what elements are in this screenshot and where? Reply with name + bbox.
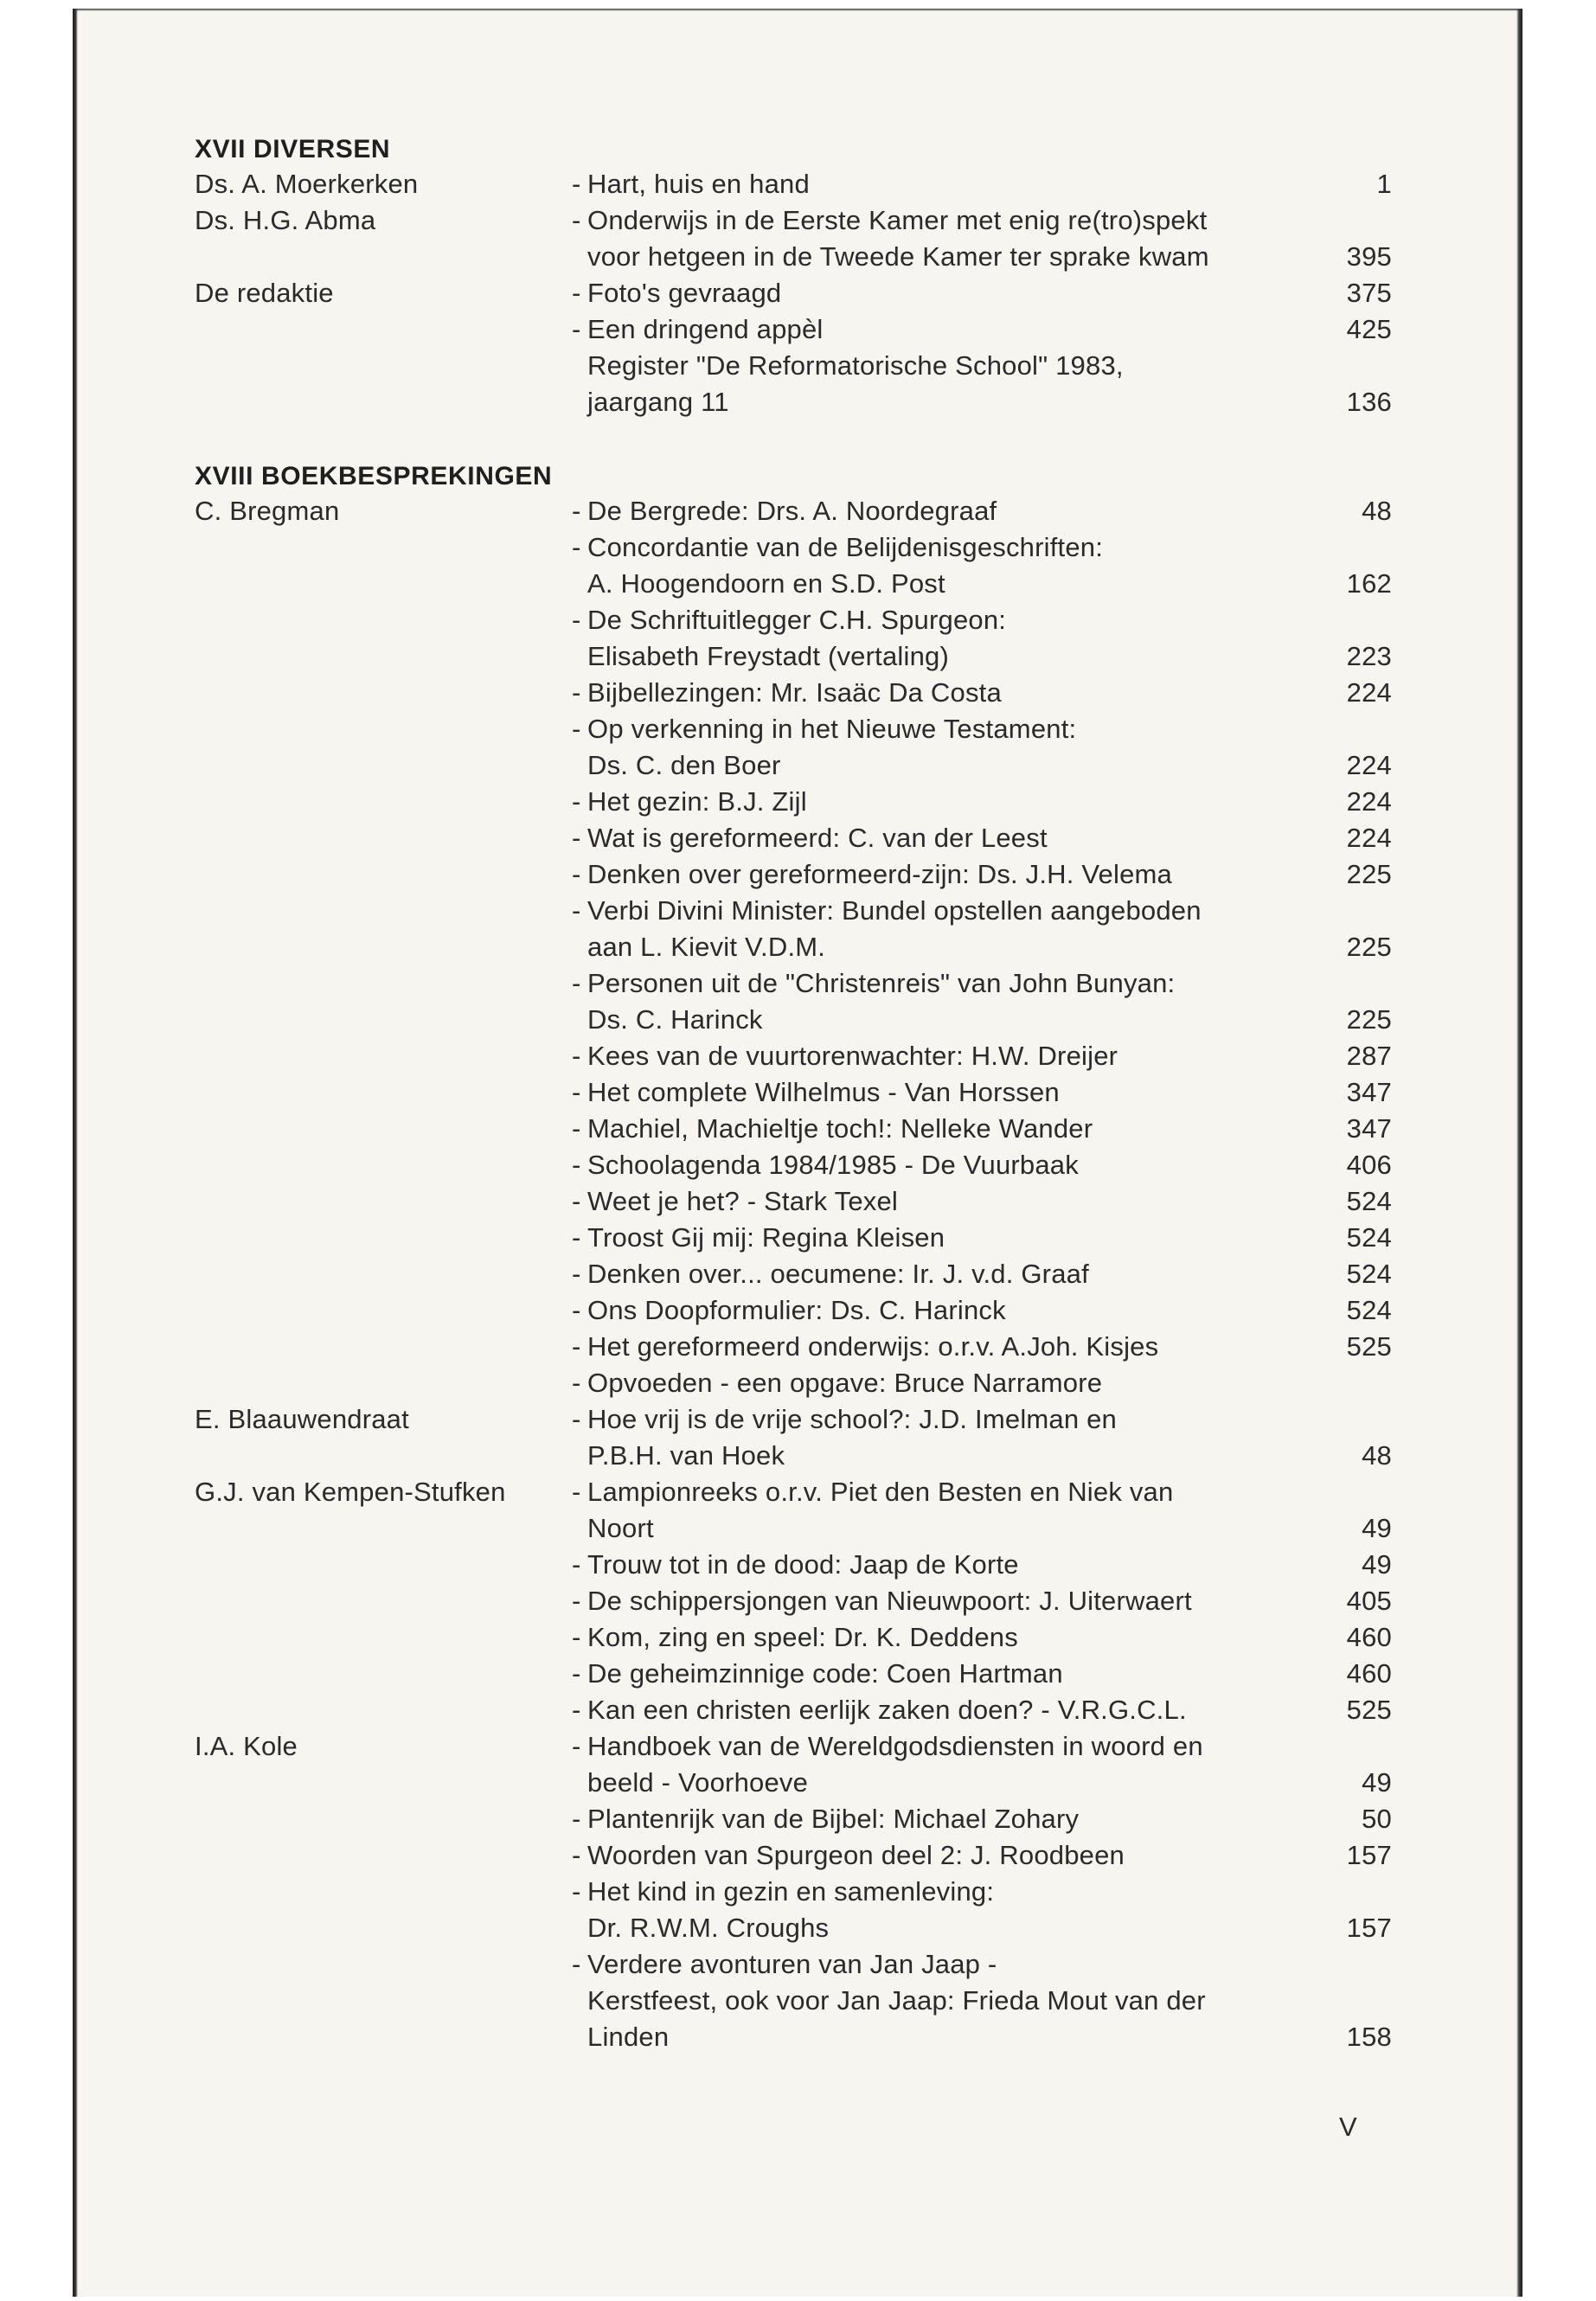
entry-title-text: De Bergrede: Drs. A. Noordegraaf	[587, 496, 997, 526]
page-left-edge	[73, 9, 78, 2297]
entry-title	[572, 820, 1392, 856]
entry-title-text: Elisabeth Freystadt (vertaling)	[587, 641, 949, 671]
entry-title	[572, 1111, 1392, 1147]
entry-title	[572, 1728, 1392, 1801]
index-entry	[195, 784, 1392, 820]
entry-title-line: - Personen uit de "Christenreis" van John Bunyan:	[572, 968, 1176, 998]
entry-title-text: Kerstfeest, ook voor Jan Jaap: Frieda Mout van der	[587, 1985, 1206, 2016]
entry-page-number: 375	[1346, 278, 1392, 308]
index-entry	[195, 1183, 1392, 1220]
index-entry	[195, 1946, 1392, 2055]
index-entry	[195, 1656, 1392, 1692]
entry-page-number: 525	[1346, 1331, 1392, 1362]
entry-title-line: - Kom, zing en speel: Dr. K. Deddens 460	[572, 1619, 1388, 1656]
entry-page-number: 158	[1346, 2022, 1392, 2052]
index-entry	[195, 820, 1392, 856]
entry-page-number: 405	[1346, 1586, 1392, 1616]
entry-title-text: Noort	[587, 1513, 654, 1543]
entry-title-line	[572, 1983, 1388, 2019]
entry-title-line: - Foto's gevraagd 375	[572, 275, 1388, 311]
entry-page-number: 157	[1346, 1913, 1392, 1943]
entry-page-number: 524	[1346, 1259, 1392, 1289]
entry-title	[572, 675, 1392, 711]
index-entry	[195, 348, 1392, 420]
entry-title-line: - Hoe vrij is de vrije school?: J.D. Imelman en	[572, 1404, 1118, 1434]
entry-title	[572, 965, 1392, 1038]
index-entry	[195, 893, 1392, 965]
entry-title-text: aan L. Kievit V.D.M.	[587, 932, 826, 962]
entry-author: E. Blaauwendraat	[195, 1404, 409, 1434]
index-entry	[195, 1147, 1392, 1183]
section-heading: XVII DIVERSEN	[195, 135, 391, 163]
entry-title	[572, 1619, 1392, 1656]
index-entry	[195, 493, 1392, 529]
entry-title-line: - Kan een christen eerlijk zaken doen? - V.R.G.C.L. 525	[572, 1692, 1388, 1728]
entry-page-number: 225	[1346, 1004, 1392, 1035]
index-entry	[195, 1728, 1392, 1801]
index-section	[195, 457, 1392, 2055]
index-entry	[195, 1074, 1392, 1111]
entry-title	[572, 529, 1392, 602]
entry-page-number: 347	[1346, 1113, 1392, 1144]
index-entry	[195, 856, 1392, 893]
entry-page-number: 50	[1362, 1804, 1392, 1834]
entry-title-line	[572, 1765, 1392, 1801]
entry-title-line: - Trouw tot in de dood: Jaap de Korte 49	[572, 1547, 1388, 1583]
entry-title-text: Verbi Divini Minister: Bundel opstellen aangeboden	[587, 895, 1202, 926]
entry-page-number: 162	[1346, 568, 1392, 599]
entry-title	[572, 1365, 1388, 1401]
entry-page-number: 460	[1346, 1658, 1392, 1689]
entry-title-text: Linden	[587, 2022, 670, 2052]
entry-title	[572, 1038, 1392, 1074]
entry-title-text: Troost Gij mij: Regina Kleisen	[587, 1222, 945, 1253]
entry-title	[572, 1256, 1392, 1292]
entry-page-number: 224	[1346, 677, 1392, 708]
entry-title-text: Wat is gereformeerd: C. van der Leest	[587, 823, 1048, 853]
index-entry	[195, 1111, 1392, 1147]
entry-title-line	[572, 1438, 1392, 1474]
entry-title-line: - Plantenrijk van de Bijbel: Michael Zohary 50	[572, 1801, 1388, 1837]
entry-title-text: Onderwijs in de Eerste Kamer met enig re(tro)spekt	[587, 205, 1208, 235]
index-entry	[195, 1292, 1392, 1329]
entry-title-text: Bijbellezingen: Mr. Isaäc Da Costa	[587, 677, 1002, 708]
entry-title-line	[572, 2019, 1392, 2055]
entry-title	[572, 311, 1392, 348]
entry-title-line: - Kees van de vuurtorenwachter: H.W. Dreijer 287	[572, 1038, 1388, 1074]
entry-title	[572, 1874, 1392, 1946]
index-entry	[195, 275, 1392, 311]
index-entry	[195, 1474, 1392, 1547]
entry-title-line: - Het kind in gezin en samenleving:	[572, 1876, 995, 1907]
entry-author: C. Bregman	[195, 496, 340, 526]
entry-title-text: Het kind in gezin en samenleving:	[587, 1876, 995, 1907]
entry-title-line: - Denken over... oecumene: Ir. J. v.d. Graaf 524	[572, 1256, 1388, 1292]
entry-page-number: 425	[1346, 314, 1392, 344]
entry-author: Ds. A. Moerkerken	[195, 169, 419, 199]
entry-page-number: 49	[1362, 1767, 1392, 1798]
entry-title	[572, 602, 1392, 675]
entry-author: De redaktie	[195, 278, 334, 308]
index-entry	[195, 1220, 1392, 1256]
entry-title-line: - Schoolagenda 1984/1985 - De Vuurbaak 406	[572, 1147, 1388, 1183]
entry-page-number: 460	[1346, 1622, 1392, 1652]
entry-title-line: - Wat is gereformeerd: C. van der Leest 224	[572, 820, 1388, 856]
entry-page-number: 347	[1346, 1077, 1392, 1107]
entry-title	[572, 1183, 1392, 1220]
entry-title-text: jaargang 11	[587, 387, 729, 417]
entry-title-text: Het gezin: B.J. Zijl	[587, 786, 807, 817]
entry-title-text: De geheimzinnige code: Coen Hartman	[587, 1658, 1063, 1689]
entry-title	[572, 348, 1392, 420]
index-section	[195, 130, 1392, 420]
index-entry	[195, 1256, 1392, 1292]
entry-title-line: - Weet je het? - Stark Texel 524	[572, 1183, 1388, 1220]
entry-title-text: Kan een christen eerlijk zaken doen? - V.R.G.C.L.	[587, 1695, 1187, 1725]
entry-title-text: Het complete Wilhelmus - Van Horssen	[587, 1077, 1060, 1107]
page-number: V	[1339, 2112, 1357, 2142]
entry-title-text: beeld - Voorhoeve	[587, 1767, 809, 1798]
entry-title-text: Register "De Reformatorische School" 1983,	[587, 350, 1124, 381]
index-entry	[195, 602, 1392, 675]
entry-title-line: - Verdere avonturen van Jan Jaap -	[572, 1949, 997, 1979]
entry-title-text: Ds. C. den Boer	[587, 750, 781, 780]
entry-title-text: Opvoeden - een opgave: Bruce Narramore	[587, 1368, 1103, 1398]
entry-title-line: - Een dringend appèl 425	[572, 311, 1388, 348]
entry-page-number: 225	[1346, 932, 1392, 962]
entry-title	[572, 1147, 1392, 1183]
entry-title-line: - Het gereformeerd onderwijs: o.r.v. A.Joh. Kisjes 525	[572, 1329, 1388, 1365]
index-entry	[195, 1837, 1392, 1874]
entry-page-number: 224	[1346, 750, 1392, 780]
entry-title-text: Kees van de vuurtorenwachter: H.W. Dreijer	[587, 1041, 1118, 1071]
index-entry	[195, 1365, 1388, 1401]
entry-title	[572, 1329, 1392, 1365]
entry-title-text: A. Hoogendoorn en S.D. Post	[587, 568, 945, 599]
entry-title-line: - Op verkenning in het Nieuwe Testament:	[572, 714, 1077, 744]
entry-title-line	[572, 929, 1392, 965]
entry-page-number: 524	[1346, 1295, 1392, 1325]
index-entry	[195, 711, 1392, 784]
entry-title-line: - Hart, huis en hand 1	[572, 166, 1388, 202]
entry-title-text: P.B.H. van Hoek	[587, 1440, 785, 1471]
entry-title-line: - Onderwijs in de Eerste Kamer met enig re(tro)spekt	[572, 205, 1208, 235]
entry-title-text: Denken over... oecumene: Ir. J. v.d. Graaf	[587, 1259, 1089, 1289]
index-entry	[195, 1874, 1392, 1946]
entry-title-line: - De Bergrede: Drs. A. Noordegraaf 48	[572, 493, 1388, 529]
entry-page-number: 223	[1346, 641, 1392, 671]
entry-author: I.A. Kole	[195, 1731, 298, 1761]
entry-page-number: 1	[1376, 169, 1392, 199]
entry-title-line: - Troost Gij mij: Regina Kleisen 524	[572, 1220, 1388, 1256]
entry-title-text: Schoolagenda 1984/1985 - De Vuurbaak	[587, 1150, 1079, 1180]
entry-title	[572, 166, 1392, 202]
index-entry	[195, 529, 1392, 602]
entry-title-text: voor hetgeen in de Tweede Kamer ter sprake kwam	[587, 241, 1209, 272]
entry-title	[572, 1292, 1392, 1329]
index-entry	[195, 1583, 1392, 1619]
entry-title	[572, 1401, 1392, 1474]
scanned-page	[73, 9, 1522, 2297]
entry-title-text: Ds. C. Harinck	[587, 1004, 763, 1035]
page-top-edge	[73, 9, 1522, 11]
entry-title	[572, 1946, 1392, 2055]
index-entry	[195, 1401, 1392, 1474]
entry-page-number: 157	[1346, 1840, 1392, 1870]
entry-title	[572, 275, 1392, 311]
entry-title-text: Personen uit de "Christenreis" van John Bunyan:	[587, 968, 1176, 998]
entry-title	[572, 856, 1392, 893]
page-right-edge	[1516, 9, 1522, 2297]
entry-title-line	[572, 1002, 1392, 1038]
entry-title-line: - Bijbellezingen: Mr. Isaäc Da Costa 224	[572, 675, 1388, 711]
entry-title-line	[572, 384, 1392, 420]
entry-page-number: 524	[1346, 1186, 1392, 1216]
entry-page-number: 406	[1346, 1150, 1392, 1180]
entry-title-text: Denken over gereformeerd-zijn: Ds. J.H. Velema	[587, 859, 1172, 889]
index-entry	[195, 1547, 1392, 1583]
entry-title-text: Woorden van Spurgeon deel 2: J. Roodbeen	[587, 1840, 1125, 1870]
entry-title	[572, 1583, 1392, 1619]
entry-title	[572, 711, 1392, 784]
entry-page-number: 48	[1362, 1440, 1392, 1471]
entry-title-line: - Handboek van de Wereldgodsdiensten in woord en	[572, 1731, 1203, 1761]
entry-title-line	[572, 566, 1392, 602]
entry-page-number: 224	[1346, 786, 1392, 817]
entry-title-text: Verdere avonturen van Jan Jaap -	[587, 1949, 997, 1979]
entry-title	[572, 784, 1392, 820]
entry-title	[572, 202, 1392, 275]
entry-title-text: Een dringend appèl	[587, 314, 824, 344]
entry-title-text: Concordantie van de Belijdenisgeschriften:	[587, 532, 1104, 562]
entry-title-text: Ons Doopformulier: Ds. C. Harinck	[587, 1295, 1006, 1325]
index-entry	[195, 1329, 1392, 1365]
index-entry	[195, 166, 1392, 202]
entry-title-text: Het gereformeerd onderwijs: o.r.v. A.Joh. Kisjes	[587, 1331, 1159, 1362]
entry-title-line: - Concordantie van de Belijdenisgeschriften:	[572, 532, 1104, 562]
index-entry	[195, 965, 1392, 1038]
entry-title-text: Hoe vrij is de vrije school?: J.D. Imelman en	[587, 1404, 1118, 1434]
entry-page-number: 525	[1346, 1695, 1392, 1725]
entry-title-text: Hart, huis en hand	[587, 169, 810, 199]
section-heading: XVIII BOEKBESPREKINGEN	[195, 462, 553, 490]
entry-title	[572, 1074, 1392, 1111]
index-content	[195, 130, 1392, 2055]
entry-author: Ds. H.G. Abma	[195, 205, 376, 235]
entry-title-text: Dr. R.W.M. Croughs	[587, 1913, 830, 1943]
entry-title-line	[572, 348, 1388, 384]
entry-title-line: - Het complete Wilhelmus - Van Horssen 347	[572, 1074, 1388, 1111]
entry-title-line: - Het gezin: B.J. Zijl 224	[572, 784, 1388, 820]
entry-title	[572, 1474, 1392, 1547]
entry-title-text: Op verkenning in het Nieuwe Testament:	[587, 714, 1077, 744]
entry-title-line: - Opvoeden - een opgave: Bruce Narramore	[572, 1368, 1103, 1398]
entry-title-text: Handboek van de Wereldgodsdiensten in woord en	[587, 1731, 1203, 1761]
entry-title-line: - Machiel, Machieltje toch!: Nelleke Wander 347	[572, 1111, 1388, 1147]
entry-title	[572, 1837, 1392, 1874]
entry-title-line	[572, 638, 1392, 675]
index-entry	[195, 1801, 1392, 1837]
entry-title-line	[572, 1510, 1392, 1547]
entry-title-line: - Woorden van Spurgeon deel 2: J. Roodbeen 157	[572, 1837, 1388, 1874]
entry-author: G.J. van Kempen-Stufken	[195, 1477, 506, 1507]
entry-page-number: 287	[1346, 1041, 1392, 1071]
entry-page-number: 49	[1362, 1549, 1392, 1580]
entry-title	[572, 493, 1392, 529]
entry-title-line: - Verbi Divini Minister: Bundel opstellen aangeboden	[572, 895, 1202, 926]
entry-title-text: De schippersjongen van Nieuwpoort: J. Uiterwaert	[587, 1586, 1192, 1616]
index-entry	[195, 1619, 1392, 1656]
index-entry	[195, 1038, 1392, 1074]
entry-title-line: - De geheimzinnige code: Coen Hartman 460	[572, 1656, 1388, 1692]
entry-title-text: Weet je het? - Stark Texel	[587, 1186, 899, 1216]
entry-title-line: - Lampionreeks o.r.v. Piet den Besten en Niek van	[572, 1477, 1174, 1507]
entry-title-line	[572, 1910, 1392, 1946]
entry-title-text: Kom, zing en speel: Dr. K. Deddens	[587, 1622, 1018, 1652]
entry-title-text: Trouw tot in de dood: Jaap de Korte	[587, 1549, 1019, 1580]
index-entry	[195, 311, 1392, 348]
entry-title-line	[572, 239, 1392, 275]
entry-title-text: De Schriftuitlegger C.H. Spurgeon:	[587, 605, 1007, 635]
entry-title-line: - De schippersjongen van Nieuwpoort: J. Uiterwaert 405	[572, 1583, 1388, 1619]
entry-page-number: 524	[1346, 1222, 1392, 1253]
entry-page-number: 395	[1346, 241, 1392, 272]
index-entry	[195, 202, 1392, 275]
entry-page-number: 225	[1346, 859, 1392, 889]
entry-title-text: Foto's gevraagd	[587, 278, 782, 308]
entry-title	[572, 1547, 1392, 1583]
entry-title-line: - Denken over gereformeerd-zijn: Ds. J.H. Velema 225	[572, 856, 1388, 893]
entry-title	[572, 1692, 1392, 1728]
index-entry	[195, 1692, 1392, 1728]
entry-title	[572, 1801, 1392, 1837]
entry-page-number: 48	[1362, 496, 1392, 526]
entry-title	[572, 1220, 1392, 1256]
entry-page-number: 49	[1362, 1513, 1392, 1543]
entry-title-line	[572, 747, 1392, 784]
entry-title-text: Lampionreeks o.r.v. Piet den Besten en Niek van	[587, 1477, 1174, 1507]
entry-title-line: - Ons Doopformulier: Ds. C. Harinck 524	[572, 1292, 1388, 1329]
entry-title	[572, 1656, 1392, 1692]
index-entry	[195, 675, 1392, 711]
entry-page-number: 136	[1346, 387, 1392, 417]
entry-title-line: - De Schriftuitlegger C.H. Spurgeon:	[572, 605, 1007, 635]
entry-title-text: Machiel, Machieltje toch!: Nelleke Wander	[587, 1113, 1093, 1144]
entry-title-text: Plantenrijk van de Bijbel: Michael Zohary	[587, 1804, 1080, 1834]
entry-title	[572, 893, 1392, 965]
entry-page-number: 224	[1346, 823, 1392, 853]
